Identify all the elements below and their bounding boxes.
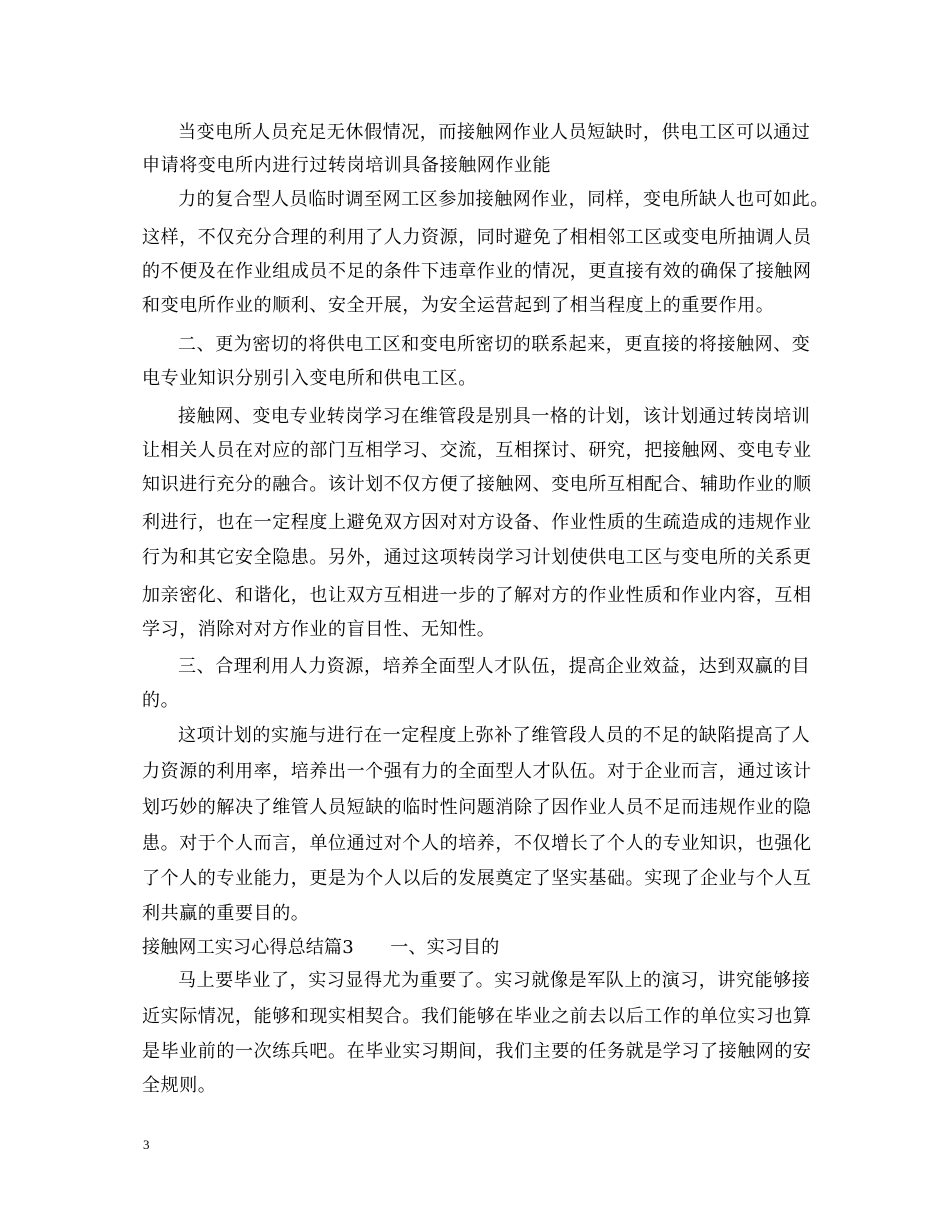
paragraph-line: 划巧妙的解决了维管人员短缺的临时性问题消除了因作业人员不足而违规作业的隐 (142, 797, 812, 818)
paragraph-line: 当变电所人员充足无休假情况，而接触网作业人员短缺时，供电工区可以通过 (178, 122, 811, 143)
paragraph-line: 知识进行充分的融合。该计划不仅方便了接触网、变电所互相配合、辅助作业的顺 (142, 474, 812, 495)
paragraph-line: 利共赢的重要目的。 (142, 903, 310, 924)
paragraph-line: 全规则。 (142, 1075, 217, 1096)
paragraph-line: 学习，消除对对方作业的盲目性、无知性。 (142, 619, 496, 640)
section-heading: 接触网工实习心得总结篇3 一、实习目的 (142, 937, 500, 958)
paragraph-line: 三、合理利用人力资源，培养全面型人才队伍，提高企业效益，达到双赢的目 (178, 656, 811, 677)
paragraph-line: 申请将变电所内进行过转岗培训具备接触网作业能 (142, 155, 552, 176)
paragraph-line: 这样，不仅充分合理的利用了人力资源，同时避免了相相邻工区或变电所抽调人员 (142, 227, 812, 248)
paragraph-line: 利进行，也在一定程度上避免双方因对对方设备、作业性质的生疏造成的违规作业 (142, 512, 812, 533)
paragraph-line: 力资源的利用率，培养出一个强有力的全面型人才队伍。对于企业而言，通过该计 (142, 761, 812, 782)
paragraph-line: 电专业知识分别引入变电所和供电工区。 (142, 368, 477, 389)
paragraph-line: 的。 (142, 690, 180, 711)
paragraph-line: 让相关人员在对应的部门互相学习、交流，互相探讨、研究，把接触网、变电专业 (142, 440, 812, 461)
paragraph-line: 患。对于个人而言，单位通过对个人的培养，不仅增长了个人的专业知识，也强化 (142, 833, 812, 854)
paragraph-line: 二、更为密切的将供电工区和变电所密切的联系起来，更直接的将接触网、变 (178, 334, 811, 355)
paragraph-line: 的不便及在作业组成员不足的条件下违章作业的情况，更直接有效的确保了接触网 (142, 261, 812, 282)
paragraph-line: 接触网、变电专业转岗学习在维管段是别具一格的计划，该计划通过转岗培训 (178, 406, 811, 427)
paragraph-line: 了个人的专业能力，更是为个人以后的发展奠定了坚实基础。实现了企业与个人互 (142, 868, 812, 889)
paragraph-line: 是毕业前的一次练兵吧。在毕业实习期间，我们主要的任务就是学习了接触网的安 (142, 1041, 812, 1062)
paragraph-line: 近实际情况，能够和现实相契合。我们能够在毕业之前去以后工作的单位实习也算 (142, 1006, 812, 1027)
paragraph-line: 力的复合型人员临时调至网工区参加接触网作业，同样，变电所缺人也可如此。 (178, 189, 829, 210)
page-number: 3 (143, 1137, 150, 1152)
paragraph-line: 这项计划的实施与进行在一定程度上弥补了维管段人员的不足的缺陷提高了人 (178, 725, 811, 746)
paragraph-line: 和变电所作业的顺利、安全开展，为安全运营起到了相当程度上的重要作用。 (142, 295, 775, 316)
paragraph-line: 行为和其它安全隐患。另外，通过这项转岗学习计划使供电工区与变电所的关系更 (142, 547, 812, 568)
paragraph-line: 加亲密化、和谐化，也让双方互相进一步的了解对方的作业性质和作业内容，互相 (142, 585, 812, 606)
paragraph-line: 马上要毕业了，实习显得尤为重要了。实习就像是军队上的演习，讲究能够接 (178, 970, 811, 991)
